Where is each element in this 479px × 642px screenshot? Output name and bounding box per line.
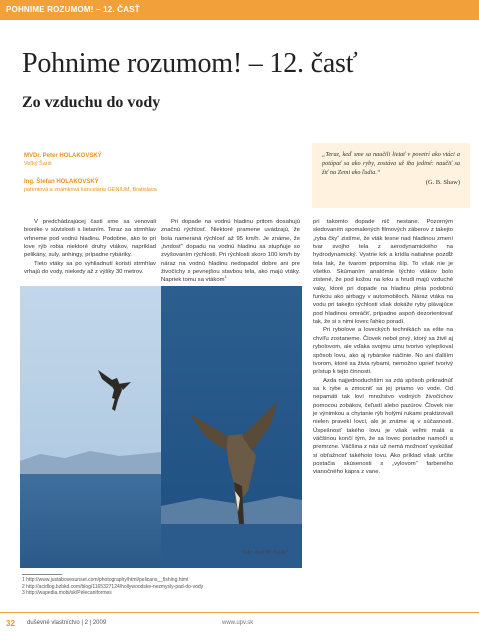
quote-box (312, 143, 470, 208)
author-affiliation: Veľký Šariš (24, 161, 52, 167)
paragraph: pri takomto dopade nič nestane. Pozorným sledovaním spomalených filmových záberov z takejto „ryba čky“ zistíme, že vták tesne nad hladinou zmení tvar svojho tela z aerodynamického na hydrodynamický. Vystrie krk a krídla natiahne pozdĺž tela tak, že tvarom pripomína šíp. To však nie je všetko. Skúmaním anatómie týchto vtákov bolo zistené, že pod kožou na krku a hrudi majú vzduché vaky, ktoré pri dopade na hladinu plnia podobnú funkciu ako airbagy v automobiloch. Náraz vtáka na vodu pri takejto rýchlosti však dokáže ryby plávajúce pod hladinou omráčiť, prípadne aspoň dezorientovať tak, že si s nimi lovec ľahko poradí. (313, 219, 453, 326)
footnotes (22, 577, 203, 597)
paragraph: Azda najjednoduchším sa zdá spôsob prikradnúť sa k rybe a zmocniť sa jej priamo vo vode. Od nepamäti tak loví množstvo vodných živočíchov pomocou zobákov, čeľustí alebo pazúrov. Človek nie je výnimkou a chytanie rýb holými rukami praktizovali nielen pravekí lovci, ale je známe aj v súčasnosti. Úspešnosť takého lovu je však veľmi malá a väčšinou končí tým, že sa lovec poriadne namočí a premrzne. Väčšina z nás už nemá možnosť vyskúšať si obťažnosť takéhoto lovu. Ako príklad však určite postačia skúsenosti s „vylovom“ farbeného vianočného kapra z vane. (313, 377, 453, 476)
paragraph (161, 218, 300, 285)
section-header: POHNIME ROZUMOM! – 12. ČASŤ (6, 5, 140, 14)
quote-text: „Teraz, keď sme sa naučili lietať v povetrí ako vtáci a potápať sa ako ryby, zostáva už iba jediné: naučiť sa žiť na Zemi ako ľudia.“ (322, 151, 460, 176)
paragraph: Pri rybolove a loveckých technikách sa ešte na chvíľu zostaneme. Človek nebol prvý, ktorý sa živil aj rybolovom, ale vďaka svojmu umu tvorivo vylepšoval spôsob lovu, ako aj rybárske náčinie. No ani ďalším tvorom, ktoré sa živia rybami, nemožno uprieť tvorivý prístup k tejto činnosti. (313, 327, 453, 376)
publication-name: duševné vlastníctvo | 2 | 2009 (27, 620, 107, 626)
footnote: 1 http://www.justabovesunset.com/photography/html/pelicans__fishing.html (22, 577, 189, 583)
author-name: MVDr. Peter HOLAKOVSKÝ (24, 153, 102, 159)
paragraph: V predchádzajúcej časti sme sa venovali bionike v súvislosti s lietaním. Teraz sa strmhlav vrhneme pod vodnú hladinu. Podobne, ako to pri love rýb robia niektoré druhy vtákov, napríklad pelikány, suly, anhingy, prípadne rybáriky. (24, 219, 156, 259)
author-name: Ing. Štefan HOLAKOVSKÝ (24, 179, 99, 185)
article-column-3 (313, 218, 453, 477)
article-title: Pohnime rozumom! – 12. časť (22, 48, 358, 79)
photo-caption (242, 547, 289, 556)
author-affiliation: patentová a známková kancelária GENIUM, Bratislava (24, 187, 157, 193)
author-block (24, 152, 254, 204)
footnote: 3 http://wapedia.mobi/sk/Pelecaniformes (22, 590, 112, 597)
article-column-2 (161, 218, 300, 285)
page-number: 32 (6, 619, 15, 628)
footer-divider (0, 612, 479, 613)
photo-caption-text: Foto: Alan M. Pavlik (242, 550, 287, 556)
paragraph-text: Pri dopade na vodnú hladinu pritom dosahujú značnú rýchlosť. Niektoré pramene uvádzajú, že bola nameraná rýchlosť až 95 km/h. Je známe, že „tvrdosť“ dopadu na vodnú hladinu sa stupňuje so zvyšovaním rýchlosti. Pri rýchlosti skoro 100 km/h by náraz na vodnú hladinu nedopadol dobre ani pre živočíchy s pevnejšou stavbou tela, ako majú vtáky. Napriek tomu sa vtákom (161, 219, 300, 284)
footnote-ref: 1 (224, 274, 227, 280)
article-column-1 (24, 218, 156, 276)
footnote: 2 http://acidlog.bzbkd.com/blog/1165327124/hollywoodske-nezmysly-pad-do-vody (22, 583, 204, 590)
website-link[interactable]: www.upv.sk (222, 620, 254, 626)
footnote-ref: 1 (286, 547, 289, 553)
footnote-divider (22, 574, 62, 575)
quote-author: (G. B. Shaw) (425, 179, 460, 186)
article-subtitle: Zo vzduchu do vody (22, 94, 161, 111)
pelican-dive-photo (20, 286, 302, 568)
paragraph: Tieto vtáky sa po vyhliadnutí koristi strmhlav vrhajú do vody, niekedy až z výšky 30 metrov. (24, 260, 156, 276)
